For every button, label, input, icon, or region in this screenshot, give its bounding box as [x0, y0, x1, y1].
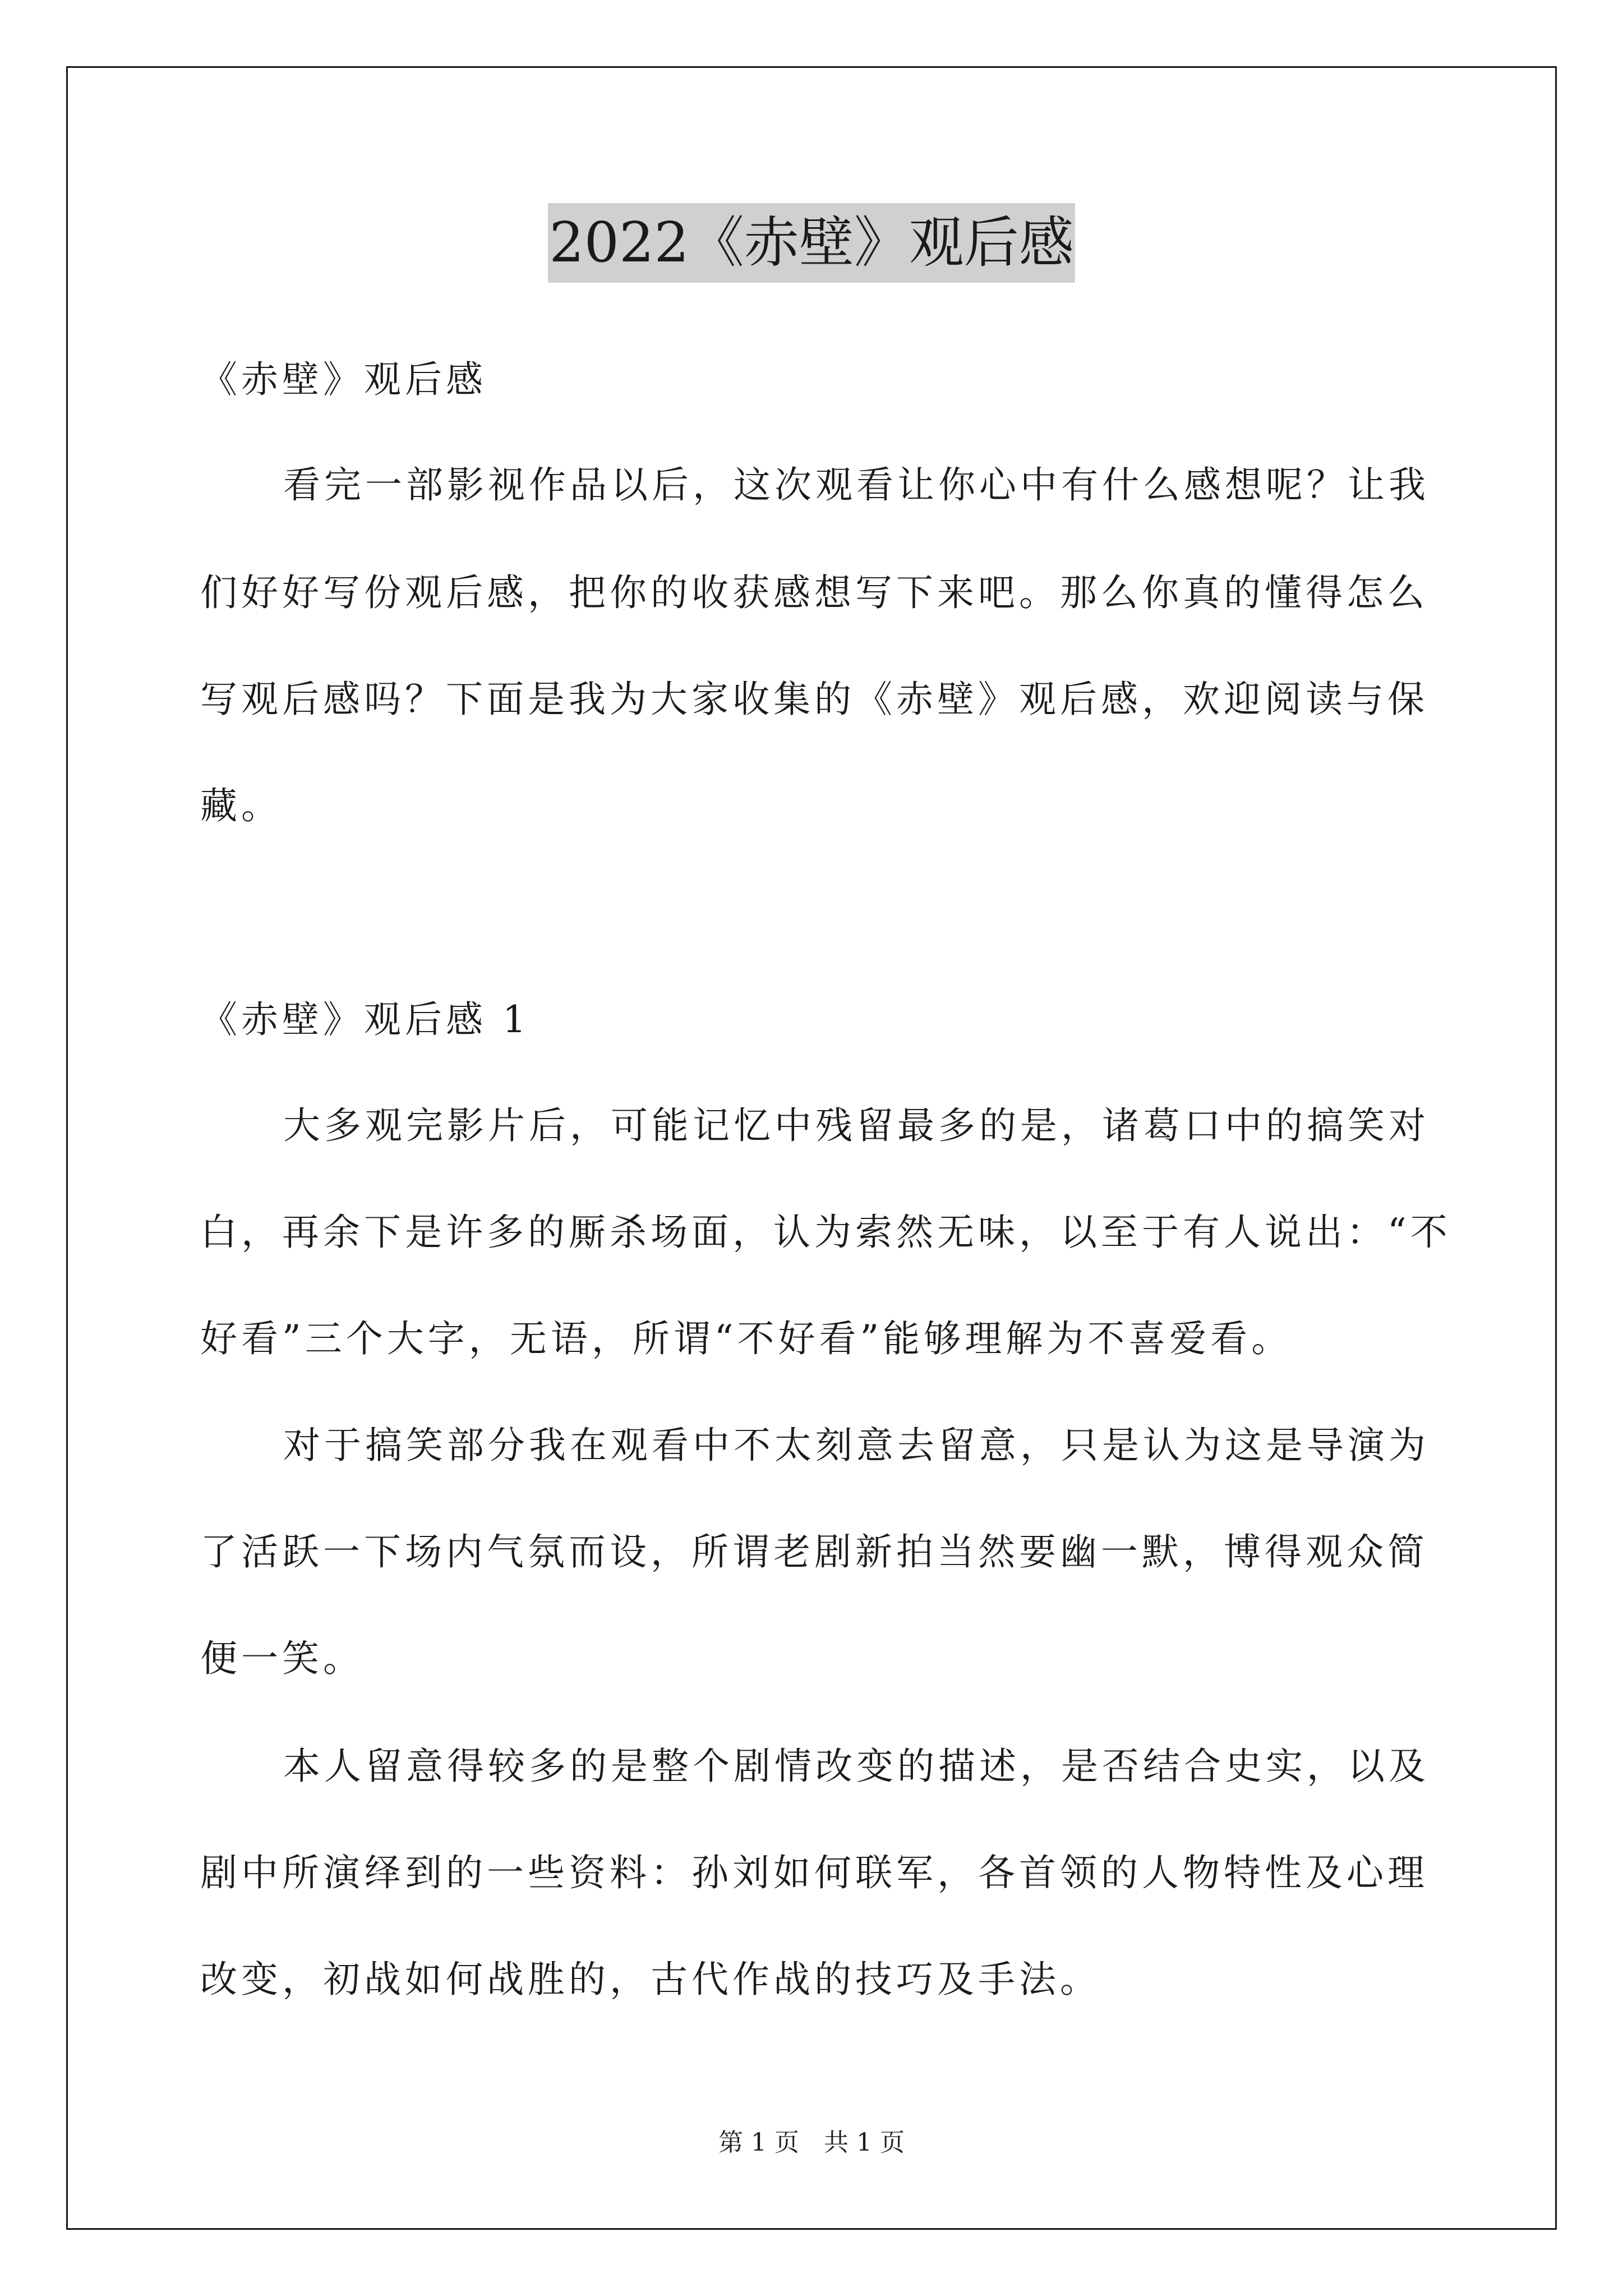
paragraph-line: 改变，初战如何战胜的，古代作战的技巧及手法。: [200, 1958, 1101, 2001]
intro-line: 藏。: [200, 784, 282, 827]
paragraph-line: 好看”三个大字，无语，所谓“不好看”能够理解为不喜爱看。: [200, 1317, 1293, 1360]
subheading: 《赤壁》观后感: [200, 358, 487, 401]
title-container: [0, 203, 1623, 283]
paragraph-line: 本人留意得较多的是整个剧情改变的描述，是否结合史实，以及: [283, 1745, 1430, 1788]
paragraph-line: 对于搞笑部分我在观看中不太刻意去留意，只是认为这是导演为: [283, 1424, 1430, 1467]
intro-line: 看完一部影视作品以后，这次观看让你心中有什么感想呢？让我: [283, 463, 1430, 507]
document-title: 2022《赤壁》观后感: [548, 203, 1075, 283]
page-number-footer: 第 1 页 共 1 页: [718, 2128, 905, 2157]
intro-line: 写观后感吗？下面是我为大家收集的《赤壁》观后感，欢迎阅读与保: [200, 678, 1428, 721]
paragraph-line: 了活跃一下场内气氛而设，所谓老剧新拍当然要幽一默，博得观众简: [200, 1530, 1428, 1573]
paragraph-line: 便一笑。: [200, 1637, 364, 1680]
section-heading: 《赤壁》观后感 1: [200, 998, 530, 1041]
paragraph-line: 大多观完影片后，可能记忆中残留最多的是，诸葛口中的搞笑对: [283, 1104, 1430, 1147]
paragraph-line: 白，再余下是许多的厮杀场面，认为索然无味，以至于有人说出：“不: [200, 1211, 1451, 1254]
paragraph-line: 剧中所演绎到的一些资料：孙刘如何联军，各首领的人物特性及心理: [200, 1851, 1428, 1894]
intro-line: 们好好写份观后感，把你的收获感想写下来吧。那么你真的懂得怎么: [200, 571, 1428, 614]
